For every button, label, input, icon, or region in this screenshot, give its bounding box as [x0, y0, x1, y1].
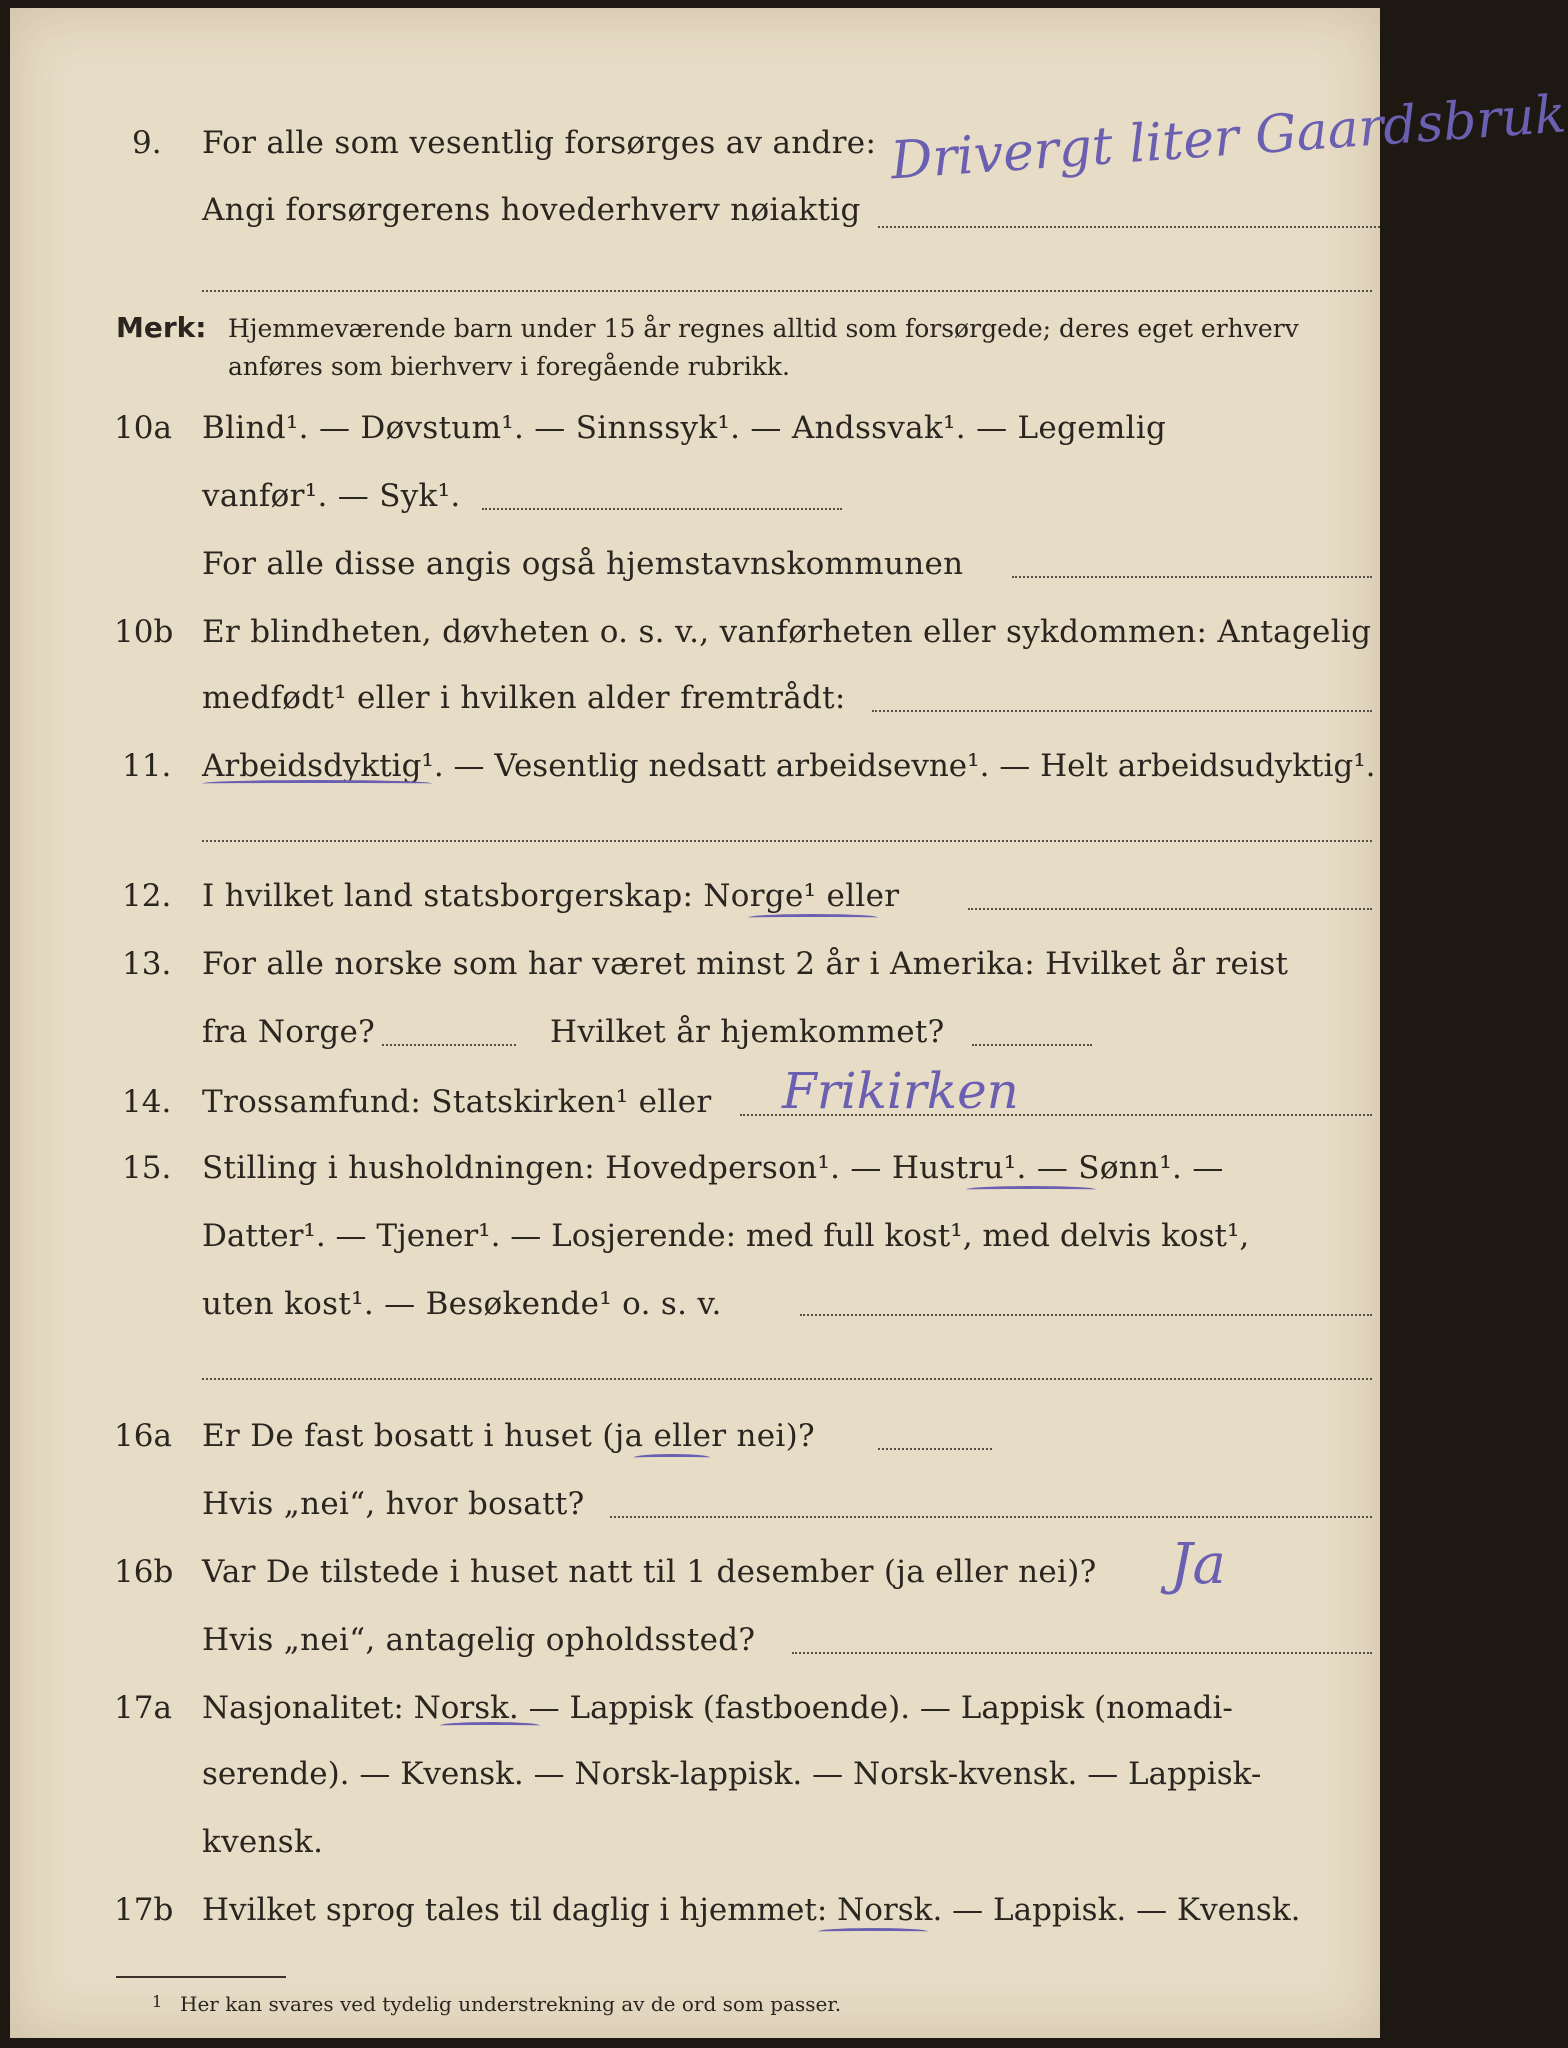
q9-line1: For alle som vesentlig forsørges av andre:	[202, 125, 877, 161]
q12-dots	[968, 908, 1372, 910]
q15-underline-hustru	[966, 1186, 1096, 1193]
q10a-line1: Blind¹. — Døvstum¹. — Sinnssyk¹. — Andssvak¹. — Legemlig	[202, 410, 1167, 446]
q16a-dots-1	[878, 1448, 992, 1450]
q9-extra-line	[202, 290, 1372, 292]
q11-underline-arbeidsdyktig	[202, 780, 432, 787]
q16b-dots	[792, 1652, 1372, 1654]
q15-extra-line	[202, 1378, 1372, 1380]
q16a-number: 16a	[114, 1418, 172, 1454]
footnote-text: Her kan svares ved tydelig understrekning av de ord som passer.	[180, 1992, 842, 2016]
q12-number: 12.	[122, 878, 172, 914]
q13-dots-a	[382, 1044, 516, 1046]
q13-dots-b	[972, 1044, 1092, 1046]
q17b-line1: Hvilket sprog tales til daglig i hjemmet: Norsk. — Lappisk. — Kvensk.	[202, 1892, 1301, 1928]
q14-line1: Trossamfund: Statskirken¹ eller	[202, 1084, 712, 1120]
census-form-page	[10, 8, 1568, 2038]
q13-line2a: fra Norge?	[202, 1014, 376, 1050]
q17a-number: 17a	[114, 1690, 172, 1726]
merk-line2: anføres som bierhverv i foregående rubrikk.	[228, 352, 790, 381]
q15-number: 15.	[122, 1150, 172, 1186]
q10a-line3: For alle disse angis også hjemstavnskommunen	[202, 546, 964, 582]
q17a-line1: Nasjonalitet: Norsk. — Lappisk (fastboende). — Lappisk (nomadi-	[202, 1690, 1233, 1726]
q15-line2: Datter¹. — Tjener¹. — Losjerende: med full kost¹, med delvis kost¹,	[202, 1218, 1250, 1254]
q10a-number: 10a	[114, 410, 172, 446]
q16a-line1: Er De fast bosatt i huset (ja eller nei)?	[202, 1418, 815, 1454]
q16a-dots-2	[610, 1516, 1372, 1518]
q11-number: 11.	[122, 748, 172, 784]
q10b-line2: medfødt¹ eller i hvilken alder fremtrådt:	[202, 680, 846, 716]
q13-number: 13.	[122, 946, 172, 982]
q9-line2: Angi forsørgerens hovederhverv nøiaktig	[202, 192, 861, 228]
q14-number: 14.	[122, 1084, 172, 1120]
q12-underline-norge	[748, 914, 878, 921]
q9-answer-line	[878, 226, 1380, 228]
q16a-line2: Hvis „nei“, hvor bosatt?	[202, 1486, 585, 1522]
q10a-line2-dots	[482, 508, 842, 510]
q16a-underline-ja	[634, 1454, 710, 1461]
q10a-line3-dots	[1012, 576, 1372, 578]
q11-extra-line	[202, 840, 1372, 842]
q15-line1: Stilling i husholdningen: Hovedperson¹. — Hustru¹. — Sønn¹. —	[202, 1150, 1224, 1186]
q9-number: 9.	[132, 125, 162, 161]
q14-handwritten-answer: Frikirken	[782, 1062, 1019, 1120]
q10b-line1: Er blindheten, døvheten o. s. v., vanførheten eller sykdommen: Antagelig	[202, 614, 1372, 650]
q15-dots	[800, 1314, 1372, 1316]
q16b-number: 16b	[114, 1554, 174, 1590]
q11-line1: Arbeidsdyktig¹. — Vesentlig nedsatt arbeidsevne¹. — Helt arbeidsudyktig¹.	[202, 748, 1376, 784]
q17a-line3: kvensk.	[202, 1824, 324, 1860]
merk-label: Merk:	[116, 311, 207, 344]
q13-line2b: Hvilket år hjemkommet?	[550, 1014, 945, 1050]
q12-line1: I hvilket land statsborgerskap: Norge¹ eller	[202, 878, 900, 914]
q10b-dots	[872, 710, 1372, 712]
q17a-line2: serende). — Kvensk. — Norsk-lappisk. — Norsk-kvensk. — Lappisk-	[202, 1756, 1262, 1792]
q13-line1: For alle norske som har været minst 2 år i Amerika: Hvilket år reist	[202, 946, 1289, 982]
merk-line1: Hjemmeværende barn under 15 år regnes alltid som forsørgede; deres eget erhverv	[228, 314, 1299, 343]
footnote-rule	[116, 1976, 286, 1978]
q10a-line2: vanfør¹. — Syk¹.	[202, 478, 461, 514]
q17a-underline-norsk	[440, 1722, 540, 1729]
q16b-line2: Hvis „nei“, antagelig opholdssted?	[202, 1622, 756, 1658]
q16b-line1: Var De tilstede i huset natt til 1 desember (ja eller nei)?	[202, 1554, 1097, 1590]
q17b-number: 17b	[114, 1892, 174, 1928]
footnote-marker: 1	[152, 1992, 163, 2011]
q16b-handwritten-answer: Ja	[1170, 1532, 1226, 1597]
q9-handwritten-answer: Drivergt liter Gaardsbruk	[888, 84, 1568, 192]
q15-line3: uten kost¹. — Besøkende¹ o. s. v.	[202, 1286, 722, 1322]
q17b-underline-norsk	[818, 1928, 928, 1935]
q10b-number: 10b	[114, 614, 174, 650]
